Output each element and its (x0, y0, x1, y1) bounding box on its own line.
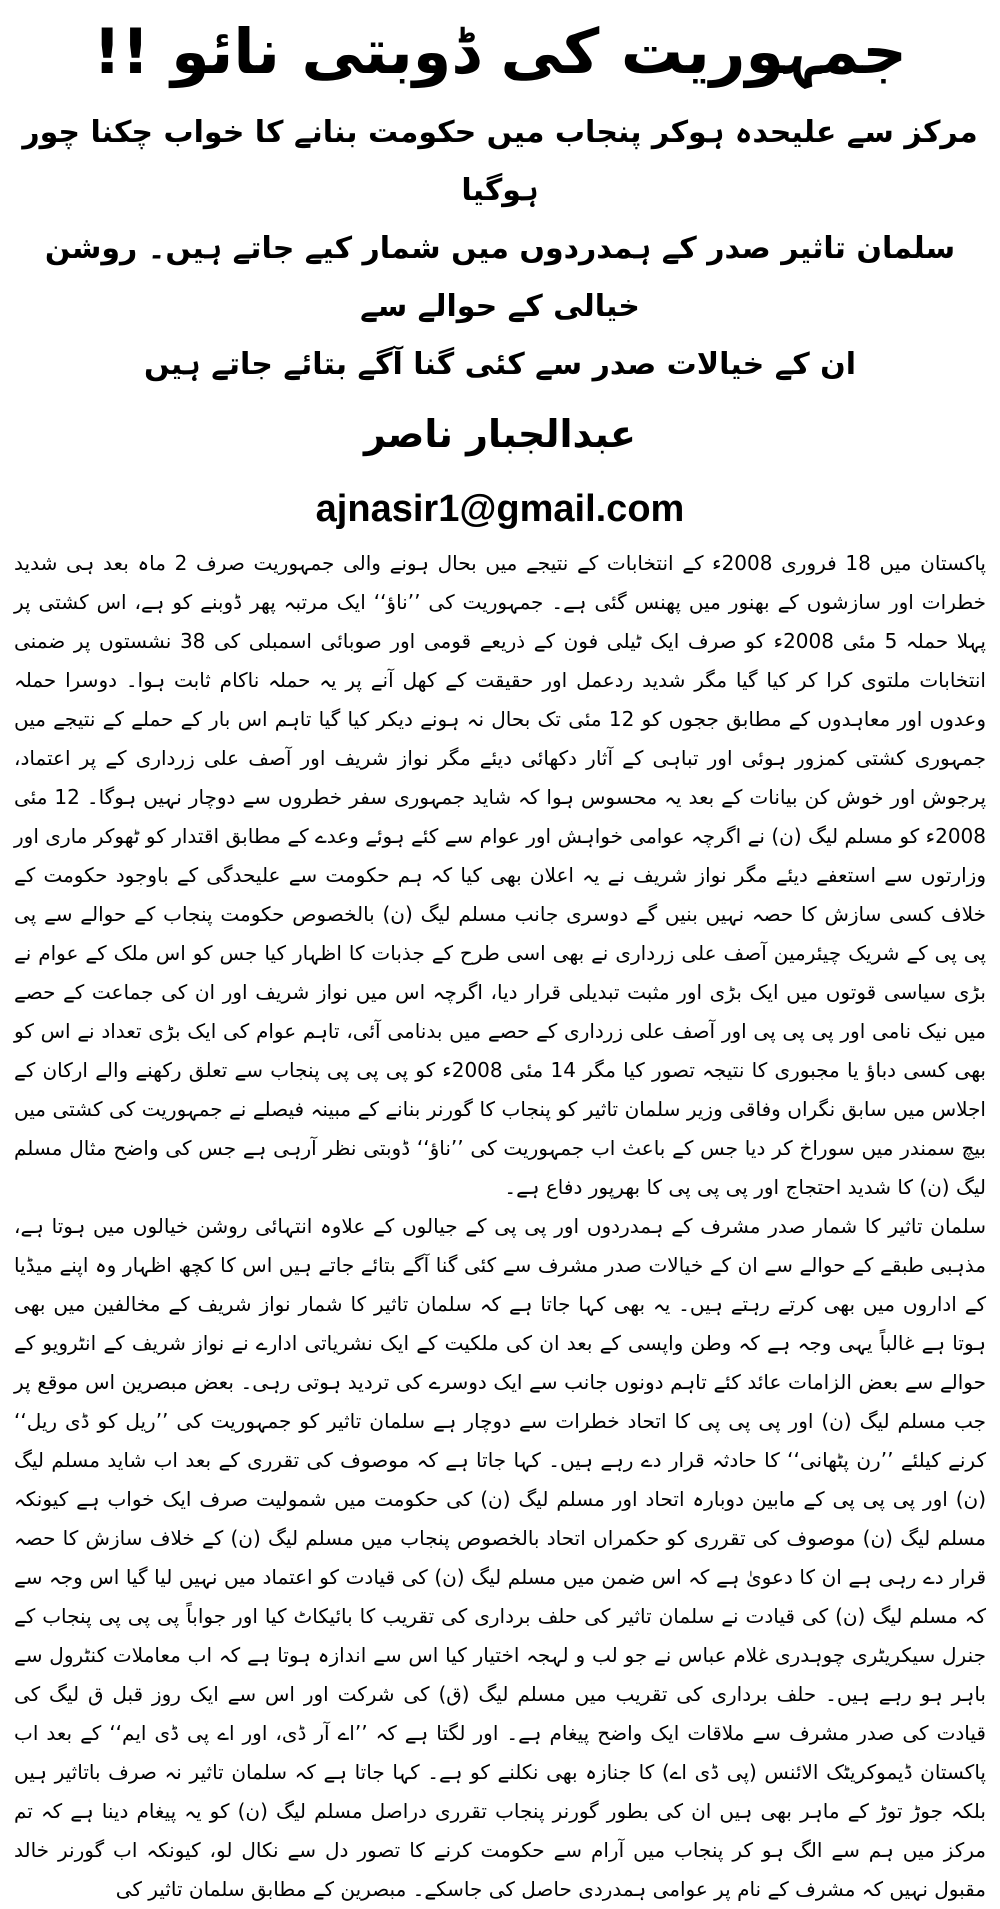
author-name: عبدالجبار ناصر (364, 412, 636, 456)
subheading-2: سلمان تاثیر صدر کے ہمدردوں میں شمار کیے جاتے ہیں۔ روشن خیالی کے حوالے سے (44, 231, 956, 324)
author-email: ajnasir1@gmail.com (315, 488, 685, 530)
subheading-1: مرکز سے علیحدہ ہوکر پنجاب میں حکومت بنانے کا خواب چکنا چور ہوگیا (22, 115, 978, 208)
article-paragraph-2: سلمان تاثیر کا شمار صدر مشرف کے ہمدردوں اور پی پی کے جیالوں کے علاوہ انتہائی روشن خیالوں میں ہوتا ہے، مذہبی طبقے کے حوالے سے ان کے خیالات صدر مشرف سے کئی گنا آگے بتائے جاتے ہیں اس کا کچھ اظہار وہ اپنے میڈیا کے اداروں میں بھی کرتے رہتے ہیں۔ یہ بھی کہا جاتا ہے کہ سلمان تاثیر کا شمار نواز شریف کے مخالفین میں بھی ہوتا ہے غالباً یہی وجہ ہے کہ وطن واپسی کے بعد ان کی ملکیت کے ایک نشریاتی ادارے نے نواز شریف کے انٹرویو کے حوالے سے بعض الزامات عائد کئے تاہم دونوں جانب سے ایک دوسرے کی تردید ہوتی رہی۔ بعض مبصرین اس موقع پر جب مسلم لیگ (ن) اور پی پی پی کا اتحاد خطرات سے دوچار ہے سلمان تاثیر کو جمہوریت کی ’’ریل کو ڈی ریل‘‘ کرنے کیلئے ’’رن پٹھانی‘‘ کا حادثہ قرار دے رہے ہیں۔ کہا جاتا ہے کہ موصوف کی تقرری کے بعد اب شاید مسلم لیگ (ن) اور پی پی پی کے مابین دوبارہ اتحاد اور مسلم لیگ (ن) کی حکومت میں شمولیت صرف ایک خواب ہے کیونکہ مسلم لیگ (ن) موصوف کی تقرری کو حکمراں اتحاد بالخصوص پنجاب میں مسلم لیگ (ن) کے خلاف سازش کا حصہ قرار دے رہی ہے ان کا دعویٰ ہے کہ اس ضمن میں مسلم لیگ (ن) کی قیادت کو اعتماد میں نہیں لیا گیا اس وجہ سے کہ مسلم لیگ (ن) کی قیادت نے سلمان تاثیر کی حلف برداری کی تقریب کا بائیکاٹ کیا اور جواباً پی پی پی پنجاب کے جنرل سیکریٹری چوہدری غلام عباس نے جو لب و لہجہ اختیار کیا اس سے اندازہ ہوتا ہے کہ اب معاملات کنٹرول سے باہر ہو رہے ہیں۔ حلف برداری کی تقریب میں مسلم لیگ (ق) کی شرکت اور اس سے ایک روز قبل ق لیگ کی قیادت کی صدر مشرف سے ملاقات ایک واضح پیغام ہے۔ اور لگتا ہے کہ ’’اے آر ڈی، اور اے پی ڈی ایم‘‘ کے بعد اب پاکستان ڈیموکریٹک الائنس (پی ڈی اے) کا جنازہ بھی نکلنے کو ہے۔ کہا جاتا ہے کہ سلمان تاثیر نہ صرف باتاثیر ہیں بلکہ جوڑ توڑ کے ماہر بھی ہیں ان کی بطور گورنر پنجاب تقرری دراصل مسلم لیگ (ن) کو یہ پیغام دینا ہے کہ تم مرکز میں ہم سے الگ ہو کر پنجاب میں آرام سے حکومت کرنے کا تصور دل سے نکال لو، کیونکہ اب گورنر خالد مقبول نہیں کہ مشرف کے نام پر عوامی ہمدردی حاصل کی جاسکے۔ مبصرین کے مطابق سلمان تاثیر کی (14, 1214, 986, 1901)
article-title: جمہوریت کی ڈوبتی نائو !! (93, 15, 907, 88)
subheading-3: ان کے خیالات صدر سے کئی گنا آگے بتائے جاتے ہیں (143, 347, 857, 382)
article-paragraph-1: پاکستان میں 18 فروری 2008ء کے انتخابات کے نتیجے میں بحال ہونے والی جمہوریت صرف 2 ماہ بعد ہی شدید خطرات اور سازشوں کے بھنور میں پھنس گئی ہے۔ جمہوریت کی ’’ناؤ‘‘ ایک مرتبہ پھر ڈوبنے کو ہے، اس کشتی پر پہلا حملہ 5 مئی 2008ء کو صرف ایک ٹیلی فون کے ذریعے قومی اور صوبائی اسمبلی کی 38 نشستوں پر ضمنی انتخابات ملتوی کرا کر کیا گیا مگر شدید ردعمل اور حقیقت کے کھل آنے پر یہ حملہ ناکام ثابت ہوا۔ دوسرا حملہ وعدوں اور معاہدوں کے مطابق ججوں کو 12 مئی تک بحال نہ ہونے دیکر کیا گیا تاہم اس بار کے حملے کے نتیجے میں جمہوری کشتی کمزور ہوئی اور تباہی کے آثار دکھائی دیئے مگر نواز شریف اور آصف علی زرداری کے پر اعتماد، پرجوش اور خوش کن بیانات کے بعد یہ محسوس ہوا کہ شاید جمہوری سفر خطروں سے دوچار نہیں ہوگا۔ 12 مئی 2008ء کو مسلم لیگ (ن) نے اگرچہ عوامی خواہش اور عوام سے کئے ہوئے وعدے کے مطابق اقتدار کو ٹھوکر ماری اور وزارتوں سے استعفے دیئے مگر نواز شریف نے یہ اعلان بھی کیا کہ ہم حکومت سے علیحدگی کے باوجود حکومت کے خلاف کسی سازش کا حصہ نہیں بنیں گے دوسری جانب مسلم لیگ (ن) بالخصوص حکومت پنجاب کے حوالے سے پی پی پی کے شریک چیئرمین آصف علی زرداری نے بھی اسی طرح کے جذبات کا اظہار کیا جس کو اس ملک کے عوام نے بڑی سیاسی قوتوں میں ایک بڑی اور مثبت تبدیلی قرار دیا، اگرچہ اس میں نواز شریف اور ان کی جماعت کے حصے میں نیک نامی اور پی پی پی اور آصف علی زرداری کے حصے میں بدنامی آئی، تاہم عوام کی ایک بڑی تعداد نے اس کو بھی کسی دباؤ یا مجبوری کا نتیجہ تصور کیا مگر 14 مئی 2008ء کو پی پی پی پنجاب سے تعلق رکھنے والے ارکان کے اجلاس میں سابق نگراں وفاقی وزیر سلمان تاثیر کو پنجاب کا گورنر بنانے کے مبینہ فیصلے نے جمہوریت کی کشتی میں بیچ سمندر میں سوراخ کر دیا جس کے باعث اب جمہوریت کی ’’ناؤ‘‘ ڈوبتی نظر آرہی ہے جس کی واضح مثال مسلم لیگ (ن) کا شدید احتجاج اور پی پی پی کا بھرپور دفاع ہے۔ (14, 551, 987, 1199)
